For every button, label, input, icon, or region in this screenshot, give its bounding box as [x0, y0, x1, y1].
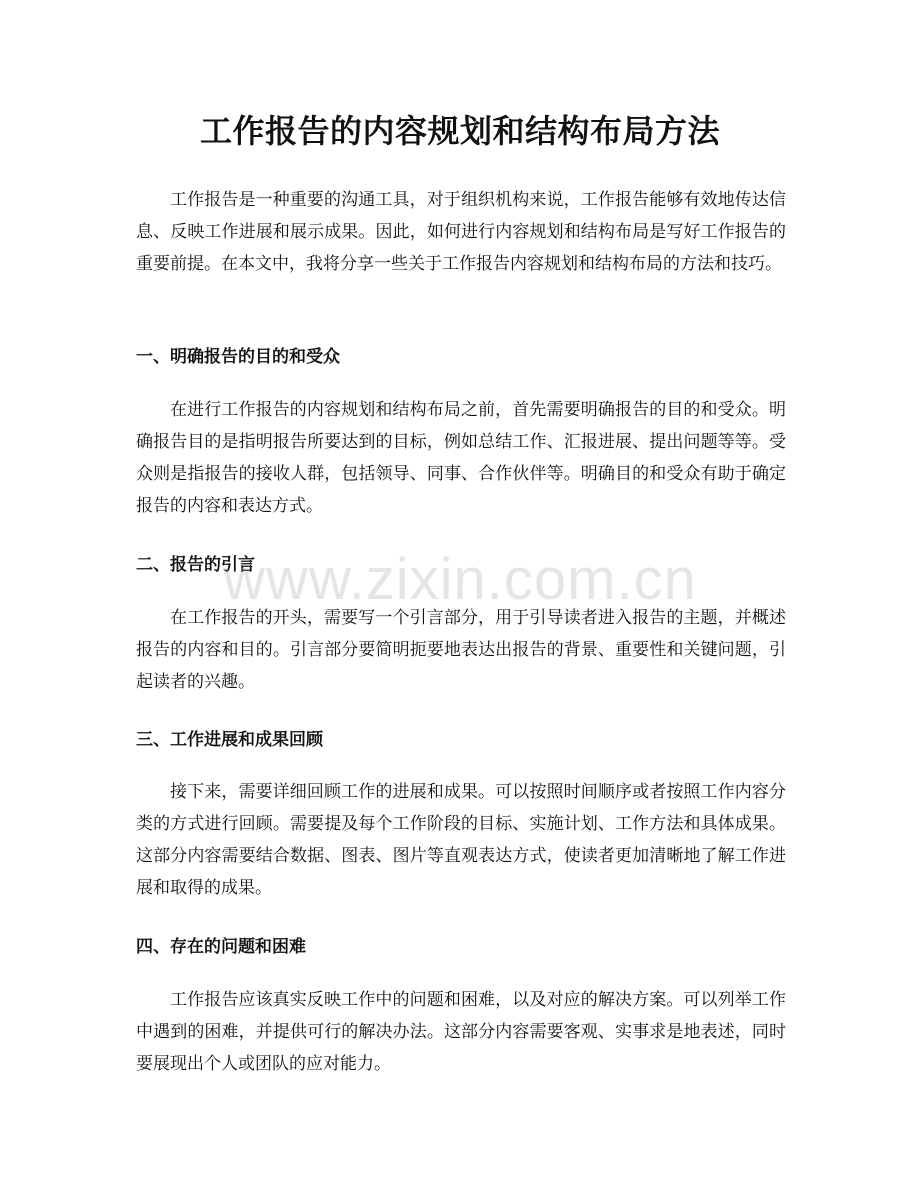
section-heading-4: 四、存在的问题和困难 — [136, 937, 306, 957]
section-heading-1: 一、明确报告的目的和受众 — [136, 347, 340, 367]
section-body-2: 在工作报告的开头，需要写一个引言部分，用于引导读者进入报告的主题，并概述报告的内容和目的。引言部分要简明扼要地表达出报告的背景、重要性和关键问题，引起读者的兴趣。 — [136, 608, 786, 692]
watermark-text: www.zixin.com.cn — [223, 547, 697, 612]
intro-paragraph: 工作报告是一种重要的沟通工具，对于组织机构来说，工作报告能够有效地传达信息、反映工作进展和展示成果。因此，如何进行内容规划和结构布局是写好工作报告的重要前提。在本文中，我将分享一些关于工作报告内容规划和结构布局的方法和技巧。 — [136, 190, 786, 274]
page-title: 工作报告的内容规划和结构布局方法 — [199, 112, 720, 150]
section-heading-2: 二、报告的引言 — [136, 555, 255, 575]
section-body-4: 工作报告应该真实反映工作中的问题和困难，以及对应的解决方案。可以列举工作中遇到的困难，并提供可行的解决办法。这部分内容需要客观、实事求是地表述，同时要展现出个人或团队的应对能力。 — [136, 990, 786, 1074]
section-heading-3: 三、工作进展和成果回顾 — [136, 730, 323, 750]
section-body-1: 在进行工作报告的内容规划和结构布局之前，首先需要明确报告的目的和受众。明确报告目的是指明报告所要达到的目标，例如总结工作、汇报进展、提出问题等等。受众则是指报告的接收人群，包括领导、同事、合作伙伴等。明确目的和受众有助于确定报告的内容和表达方式。 — [136, 400, 786, 516]
section-body-3: 接下来，需要详细回顾工作的进展和成果。可以按照时间顺序或者按照工作内容分类的方式进行回顾。需要提及每个工作阶段的目标、实施计划、工作方法和具体成果。这部分内容需要结合数据、图表、图片等直观表达方式，使读者更加清晰地了解工作进展和取得的成果。 — [136, 782, 786, 898]
